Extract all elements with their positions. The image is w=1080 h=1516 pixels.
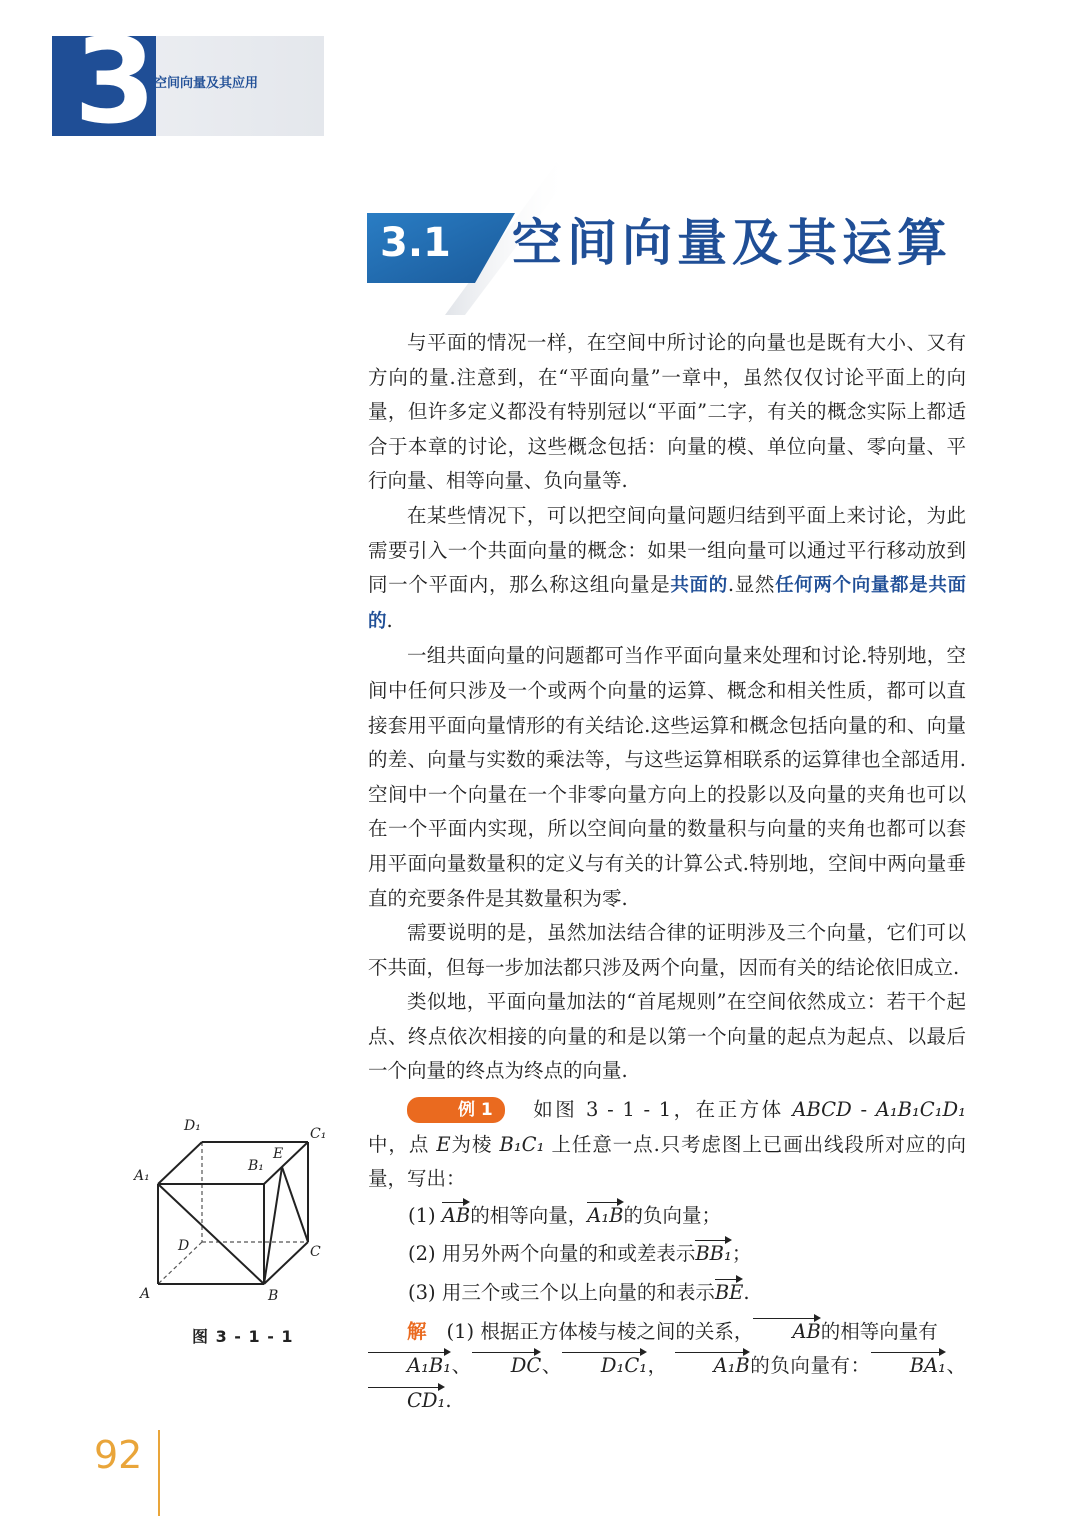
solution-sep-1: 、 (451, 1354, 472, 1378)
question-3-text-1: 用三个或三个以上向量的和表示 (441, 1281, 715, 1305)
solution-vector-a1b1: A₁B₁ (368, 1356, 451, 1376)
paragraph-intro: 与平面的情况一样，在空间中所讨论的向量也是既有大小、又有方向的量.注意到，在“平面向量”一章中，虽然仅仅讨论平面上的向量，但许多定义都没有特别冠以“平面”二字，有关的概念实际上都适合于本章的讨论，这些概念包括：向量的模、单位向量、零向量、平行向量、相等向量、负向量等. (368, 331, 966, 493)
label-c: C (310, 1244, 321, 1260)
chapter-number: 3 (74, 12, 155, 150)
section-title: 空间向量及其运算 (512, 214, 952, 272)
example-text-2: 中，点 (368, 1132, 437, 1156)
solution-text-2: 的相等向量有 (820, 1319, 938, 1343)
paragraph-associative: 需要说明的是，虽然加法结合律的证明涉及三个向量，它们可以不共面，但每一步加法都只涉及两个向量，因而有关的结论依旧成立. (368, 921, 966, 979)
question-3 (368, 1276, 966, 1311)
solution-text-4: 的负向量有： (749, 1354, 871, 1378)
question-1-text-2: 的负向量； (623, 1203, 722, 1227)
paragraph-coplanar-part3: . (386, 608, 393, 632)
solution (368, 1315, 966, 1419)
question-1 (368, 1199, 966, 1234)
example-text-3: 为棱 (450, 1132, 500, 1156)
question-3-number: (3) (408, 1281, 436, 1305)
vector-be: BE (714, 1281, 744, 1305)
solution-vector-ba1: BA₁ (871, 1356, 946, 1376)
solution-label: 解 (407, 1319, 427, 1343)
vector-bb1: BB₁ (695, 1242, 732, 1266)
label-d: D (178, 1238, 190, 1254)
example-point-e: E (436, 1132, 451, 1156)
chapter-header (52, 12, 324, 150)
solution-vector-dc: DC (472, 1356, 542, 1376)
term-coplanar: 共面的 (670, 575, 728, 597)
solution-text-5: . (445, 1388, 452, 1412)
cube-figure (128, 1112, 342, 1308)
paragraph-operations: 一组共面向量的问题都可当作平面向量来处理和讨论.特别地，空间中任何只涉及一个或两个向量的运算、概念和相关性质，都可以直接套用平面向量情形的有关结论.这些运算和概念包括向量的和、向量的差、向量与实数的乘法等，与这些运算相联系的运算律也全部适用.空间中一个向量在一个非零向量方向上的投影以及向量的夹角也可以在一个平面内实现，所以空间向量的数量积与向量的夹角也都可以套用平面向量数量积的定义与有关的计算公式.特别地，空间中两向量垂直的充要条件是其数量积为零. (368, 644, 966, 910)
statement-two-vectors-coplanar: 任何两个向量都是共面的 (368, 575, 966, 632)
vector-ab: AB (441, 1203, 471, 1227)
paragraph-head-tail-rule: 类似地，平面向量加法的“首尾规则”在空间依然成立：若干个起点、终点依次相接的向量的和是以第一个向量的起点为起点、以最后一个向量的终点为终点的向量. (368, 990, 966, 1083)
solution-vector-cd1: CD₁ (368, 1391, 445, 1411)
solution-vector-ab: AB (753, 1322, 820, 1342)
page-divider (158, 1430, 160, 1516)
label-b1: B₁ (248, 1158, 264, 1174)
label-b: B (268, 1288, 279, 1304)
question-1-number: (1) (408, 1203, 436, 1227)
question-3-text-2: . (743, 1281, 750, 1305)
label-d1: D₁ (184, 1118, 201, 1134)
solution-vector-a1b: A₁B (675, 1356, 750, 1376)
solution-sep-2: 、 (541, 1354, 562, 1378)
label-c1: C₁ (310, 1126, 327, 1142)
example-cube-top: A₁B₁C₁D₁ (875, 1098, 966, 1122)
question-2-text-1: 用另外两个向量的和或差表示 (441, 1242, 696, 1266)
example-statement (368, 1093, 966, 1197)
paragraph-coplanar (368, 499, 966, 639)
question-2-text-2: ； (731, 1242, 752, 1266)
page-number: 92 (94, 1433, 143, 1477)
vector-a1b: A₁B (587, 1203, 624, 1227)
example-dash: - (851, 1098, 876, 1122)
question-2-number: (2) (408, 1242, 436, 1266)
question-1-text-1: 的相等向量， (470, 1203, 588, 1227)
figure-caption: 图 3 - 1 - 1 (192, 1327, 294, 1346)
solution-vector-d1c1: D₁C₁ (562, 1356, 647, 1376)
example-text-4: 上任意一点.只考虑图上已画出线段所对应的向量，写出： (368, 1132, 967, 1191)
solution-sep-3: 、 (945, 1354, 966, 1378)
paragraph-coplanar-part2: .显然 (727, 573, 776, 597)
label-a1: A₁ (134, 1168, 150, 1184)
chapter-title: 空间向量及其应用 (154, 76, 259, 91)
label-e: E (273, 1146, 284, 1162)
body-text (368, 326, 966, 1418)
example-badge: 例 1 (407, 1097, 505, 1123)
solution-text-3: ， (647, 1354, 668, 1378)
section-number: 3.1 (380, 220, 451, 266)
example-text-1: 如图 3 - 1 - 1，在正方体 (530, 1098, 793, 1122)
example-edge: B₁C₁ (499, 1132, 545, 1156)
solution-number: (1) (446, 1319, 475, 1343)
example-cube: ABCD (792, 1098, 852, 1122)
label-a: A (140, 1286, 151, 1302)
solution-text-1: 根据正方体棱与棱之间的关系， (480, 1319, 754, 1343)
paragraph-coplanar-part1: 在某些情况下，可以把空间向量问题归结到平面上来讨论，为此需要引入一个共面向量的概念：如果一组向量可以通过平行移动放到同一个平面内，那么称这组向量是 (368, 503, 966, 597)
question-2 (368, 1237, 966, 1272)
